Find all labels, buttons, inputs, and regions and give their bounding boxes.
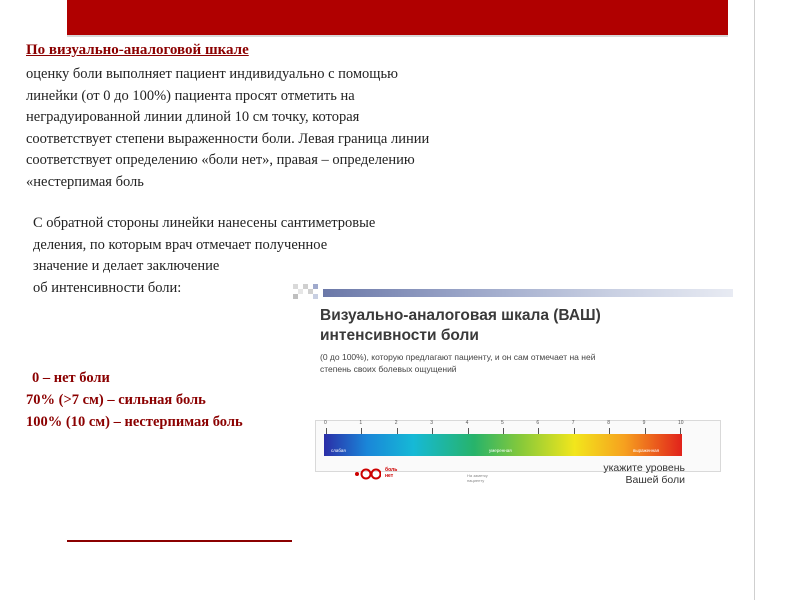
- indicate-line: Вашей боли: [625, 474, 685, 486]
- vas-tick: [645, 428, 646, 434]
- vas-tick: [326, 428, 327, 434]
- paragraph-line: оценку боли выполняет пациент индивидуально с помощью: [26, 66, 398, 82]
- logo-text-line: боль: [385, 467, 398, 473]
- paragraph-line: линейки (от 0 до 100%) пациента просят отметить на: [26, 87, 355, 104]
- image-title-line: интенсивности боли: [320, 327, 479, 344]
- vas-tick: [680, 428, 681, 434]
- paragraph-line: соответствует степени выраженности боли. Левая граница линии: [26, 130, 430, 147]
- vas-tick-label: 9: [642, 420, 646, 426]
- header-accent-shadow: [67, 35, 728, 37]
- paragraph-line: деления, по которым врач отмечает полученное: [33, 236, 328, 253]
- indicate-line: укажите уровень: [603, 462, 685, 474]
- image-header-strip: [323, 289, 733, 297]
- logo-text-line: нет: [385, 473, 394, 479]
- paragraph-line: об интенсивности боли:: [33, 279, 182, 296]
- paragraph-line: «нестерпимая боль: [26, 173, 144, 190]
- vas-tick: [432, 428, 433, 434]
- zone-label-moderate: умеренная: [489, 448, 512, 453]
- small-text-line: На заметку: [467, 473, 488, 478]
- logo-text: [385, 467, 397, 479]
- vas-tick-label: 4: [465, 420, 469, 426]
- vas-image: [293, 284, 725, 494]
- header-accent-bar: [67, 0, 728, 35]
- image-title-line: Визуально-аналоговая шкала (ВАШ): [320, 307, 601, 324]
- vas-tick: [574, 428, 575, 434]
- vas-tick: [609, 428, 610, 434]
- vas-tick-label: 3: [430, 420, 433, 426]
- paragraph-line: соответствует определению «боли нет», правая – определению: [26, 152, 415, 168]
- vas-tick-label: 2: [394, 420, 398, 426]
- vas-tick: [361, 428, 362, 434]
- zone-label-mild: слабая: [331, 448, 346, 453]
- pixel-decoration: [298, 289, 303, 294]
- bottom-accent-line: [67, 540, 292, 542]
- small-text-line: пациенту: [467, 478, 485, 483]
- pain-scale-item: 100% (10 см) – нестерпимая боль: [26, 414, 243, 430]
- pixel-decoration: [313, 294, 318, 299]
- pain-scale-list: [26, 367, 243, 433]
- image-subtitle: [320, 351, 595, 375]
- vas-tick-label: 10: [678, 420, 684, 426]
- vas-tick: [538, 428, 539, 434]
- slide-heading: По визуально-аналоговой шкале: [26, 42, 249, 58]
- vas-tick: [503, 428, 504, 434]
- vas-tick-label: 0: [324, 420, 327, 426]
- indicate-pain-text: [575, 462, 685, 486]
- image-subtitle-line: (0 до 100%), которую предлагают пациенту, и он сам отмечает на ней: [320, 352, 596, 362]
- vas-tick-label: 7: [571, 420, 575, 426]
- paragraph-description: [26, 64, 546, 193]
- pain-scale-item: 0 – нет боли: [32, 370, 110, 386]
- image-small-text: [467, 473, 488, 483]
- right-divider: [754, 0, 755, 600]
- pixel-decoration: [293, 294, 298, 299]
- vas-tick-label: 5: [501, 420, 504, 426]
- vas-tick-label: 6: [536, 420, 540, 426]
- vas-tick-label: 1: [359, 420, 363, 426]
- paragraph-line: неградуированной линии длиной 10 см точку, которая: [26, 109, 360, 125]
- vas-tick: [468, 428, 469, 434]
- paragraph-line: значение и делает заключение: [33, 258, 220, 274]
- paragraph-line: С обратной стороны линейки нанесены сантиметровые: [33, 215, 376, 231]
- pixel-decoration: [313, 284, 318, 289]
- image-subtitle-line: степень своих болевых ощущений: [320, 364, 457, 374]
- image-title: [320, 306, 601, 346]
- pain-scale-item: 70% (>7 см) – сильная боль: [26, 392, 206, 408]
- vas-tick: [397, 428, 398, 434]
- zone-label-severe: выраженная: [633, 448, 660, 453]
- pain-logo-icon: [353, 468, 381, 480]
- vas-tick-label: 8: [607, 420, 610, 426]
